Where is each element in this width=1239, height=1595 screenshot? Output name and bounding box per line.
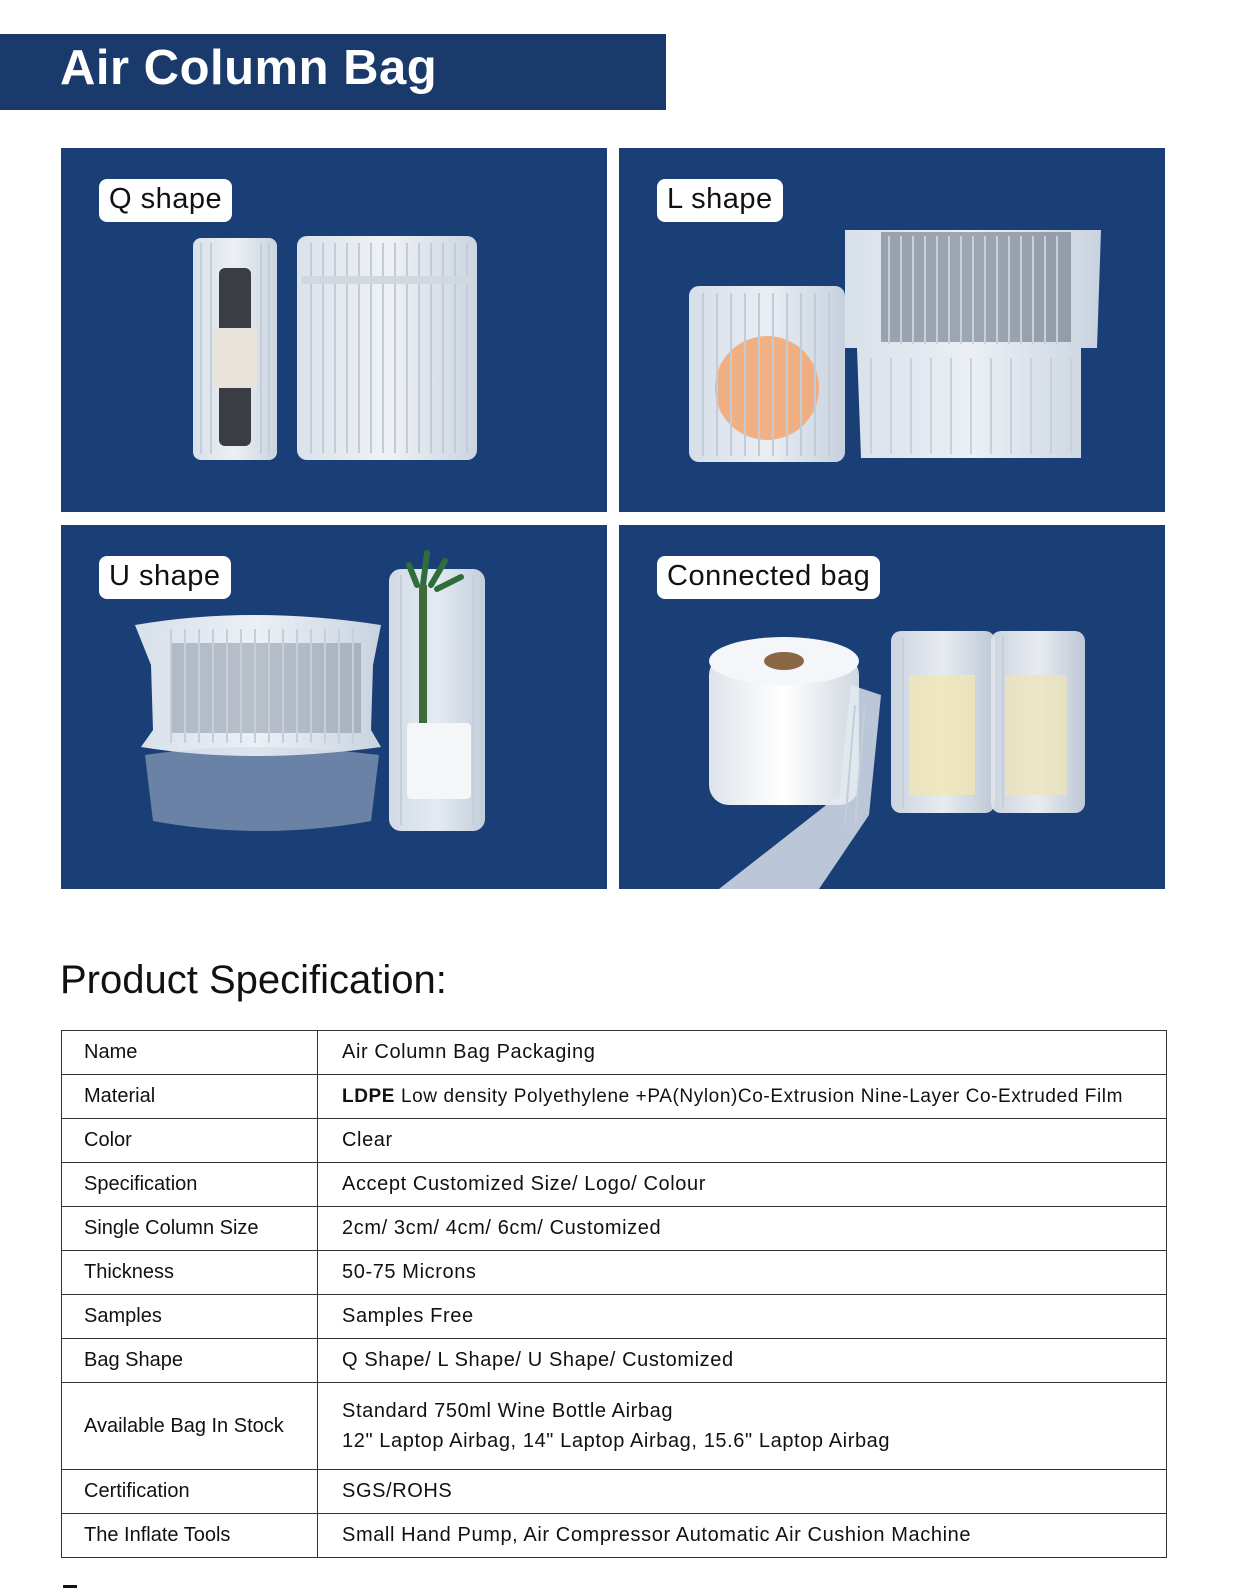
- spec-value-text: Low density Polyethylene +PA(Nylon)Co-Extrusion Nine-Layer Co-Extruded Film: [400, 1085, 1124, 1107]
- panel-q-shape: [61, 148, 607, 512]
- spec-value-line: Standard 750ml Wine Bottle Airbag: [342, 1400, 674, 1422]
- spec-key: Name: [62, 1031, 318, 1075]
- spec-table: [61, 1030, 1167, 1558]
- spec-value: 50-75 Microns: [318, 1251, 1167, 1295]
- table-row: [62, 1470, 1167, 1514]
- panel-connected-bag: [619, 525, 1165, 889]
- cropped-text-fragment: [63, 1585, 77, 1588]
- spec-key: Bag Shape: [62, 1339, 318, 1383]
- table-row: [62, 1339, 1167, 1383]
- table-row: [62, 1383, 1167, 1470]
- spec-value: 2cm/ 3cm/ 4cm/ 6cm/ Customized: [318, 1207, 1167, 1251]
- panel-label-q-shape: Q shape: [99, 179, 232, 222]
- spec-value: Q Shape/ L Shape/ U Shape/ Customized: [318, 1339, 1167, 1383]
- spec-value: Accept Customized Size/ Logo/ Colour: [318, 1163, 1167, 1207]
- panel-label-l-shape: L shape: [657, 179, 783, 222]
- table-row: [62, 1295, 1167, 1339]
- spec-value: [318, 1075, 1167, 1119]
- spec-value: Samples Free: [318, 1295, 1167, 1339]
- spec-key: Specification: [62, 1163, 318, 1207]
- table-row: [62, 1119, 1167, 1163]
- panel-l-shape: [619, 148, 1165, 512]
- spec-key: Material: [62, 1075, 318, 1119]
- spec-key: Thickness: [62, 1251, 318, 1295]
- panel-label-u-shape: U shape: [99, 556, 231, 599]
- spec-value: Small Hand Pump, Air Compressor Automatic Air Cushion Machine: [318, 1514, 1167, 1558]
- title-banner: [0, 34, 666, 110]
- spec-key: Available Bag In Stock: [62, 1383, 318, 1470]
- spec-key: Color: [62, 1119, 318, 1163]
- spec-key: Samples: [62, 1295, 318, 1339]
- spec-value-line: 12" Laptop Airbag, 14" Laptop Airbag, 15.6" Laptop Airbag: [342, 1430, 891, 1452]
- spec-key: Certification: [62, 1470, 318, 1514]
- spec-heading: Product Specification:: [60, 958, 447, 1002]
- table-row: [62, 1031, 1167, 1075]
- table-row: [62, 1514, 1167, 1558]
- spec-value: Clear: [318, 1119, 1167, 1163]
- spec-value: SGS/ROHS: [318, 1470, 1167, 1514]
- spec-value-prefix: LDPE: [342, 1085, 396, 1107]
- panel-label-connected-bag: Connected bag: [657, 556, 880, 599]
- table-row: [62, 1163, 1167, 1207]
- panel-u-shape: [61, 525, 607, 889]
- table-row: [62, 1207, 1167, 1251]
- spec-key: The Inflate Tools: [62, 1514, 318, 1558]
- spec-value: Air Column Bag Packaging: [318, 1031, 1167, 1075]
- spec-value: [318, 1383, 1167, 1470]
- page-title: Air Column Bag: [60, 41, 438, 95]
- spec-key: Single Column Size: [62, 1207, 318, 1251]
- table-row: [62, 1075, 1167, 1119]
- table-row: [62, 1251, 1167, 1295]
